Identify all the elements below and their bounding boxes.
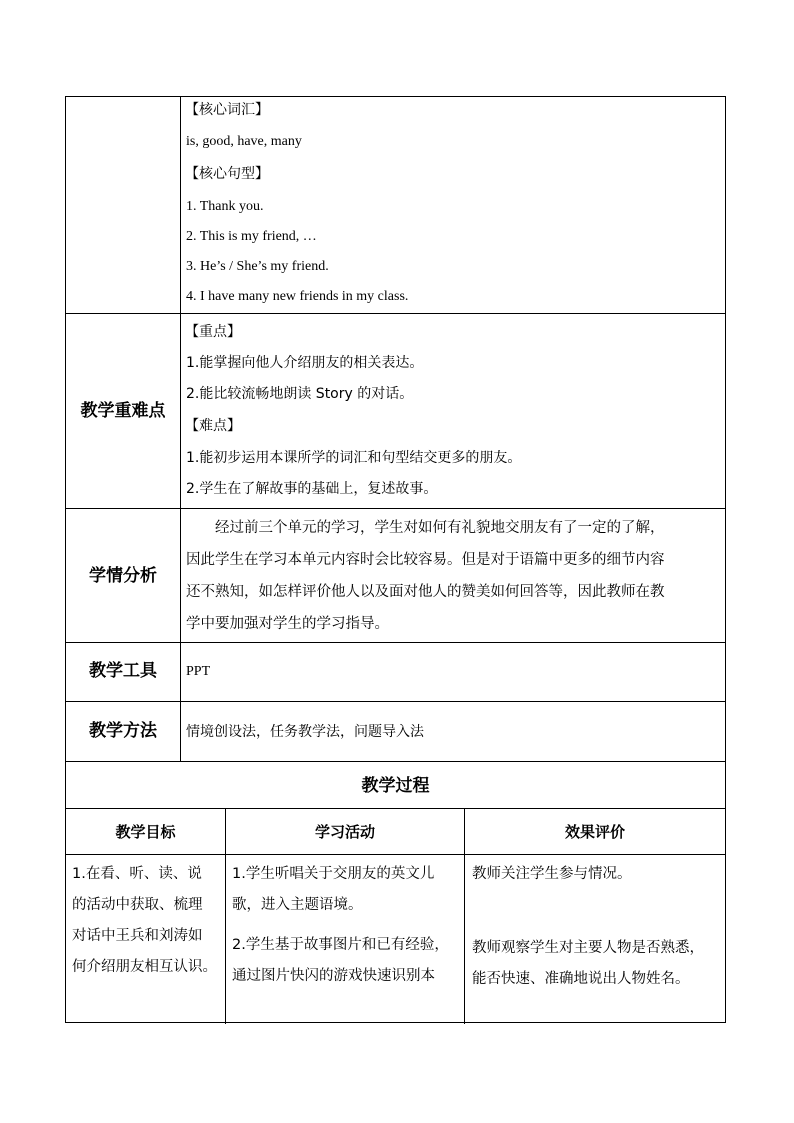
activity-line: 歌，进入主题语境。 — [232, 897, 363, 913]
analysis-label: 学情分析 — [89, 566, 157, 586]
core-sentence: 2. This is my friend, … — [186, 229, 317, 244]
key-point-item: 2.能比较流畅地朗读 Story 的对话。 — [186, 386, 414, 402]
row-divider — [66, 854, 725, 855]
methods-label: 教学方法 — [89, 721, 157, 741]
analysis-line: 因此学生在学习本单元内容时会比较容易。但是对于语篇中更多的细节内容 — [186, 552, 665, 568]
core-vocab-words: is, good, have, many — [186, 134, 302, 149]
header-teaching-goal: 教学目标 — [115, 823, 176, 841]
row-divider — [66, 313, 725, 314]
activity-line: 通过图片快闪的游戏快速识别本 — [232, 968, 435, 984]
core-sentence: 1. Thank you. — [186, 199, 264, 214]
goal-line: 的活动中获取、梳理 — [72, 897, 203, 913]
keypoints-label: 教学重难点 — [80, 401, 166, 421]
column-divider — [180, 97, 181, 762]
row-divider — [66, 761, 725, 762]
difficult-point-item: 1.能初步运用本课所学的词汇和句型结交更多的朋友。 — [186, 450, 522, 466]
activity-line: 2.学生基于故事图片和已有经验， — [232, 937, 449, 953]
methods-value: 情境创设法，任务教学法，问题导入法 — [186, 724, 424, 740]
core-sentence: 4. I have many new friends in my class. — [186, 289, 409, 304]
row-divider — [66, 701, 725, 702]
evaluation-line: 能否快速、准确地说出人物姓名。 — [472, 971, 690, 987]
core-vocab-heading: 【核心词汇】 — [185, 102, 269, 118]
header-learning-activity: 学习活动 — [314, 823, 375, 841]
tools-value: PPT — [186, 664, 211, 679]
key-points-heading: 【重点】 — [185, 324, 241, 340]
analysis-line: 学中要加强对学生的学习指导。 — [186, 616, 389, 632]
row-divider — [66, 508, 725, 509]
goal-line: 对话中王兵和刘涛如 — [72, 928, 203, 944]
row-divider — [66, 808, 725, 809]
key-point-item: 1.能掌握向他人介绍朋友的相关表达。 — [186, 355, 424, 371]
evaluation-line: 教师关注学生参与情况。 — [472, 866, 632, 882]
row-divider — [66, 642, 725, 643]
tools-label: 教学工具 — [89, 661, 157, 681]
analysis-line: 经过前三个单元的学习，学生对如何有礼貌地交朋友有了一定的了解， — [215, 520, 665, 536]
evaluation-line: 教师观察学生对主要人物是否熟悉， — [472, 940, 704, 956]
goal-line: 何介绍朋友相互认识。 — [72, 959, 217, 975]
difficult-point-item: 2.学生在了解故事的基础上，复述故事。 — [186, 481, 438, 497]
activity-line: 1.学生听唱关于交朋友的英文儿 — [232, 866, 435, 882]
goal-line: 1.在看、听、读、说 — [72, 866, 202, 882]
header-evaluation: 效果评价 — [564, 823, 625, 841]
process-title: 教学过程 — [361, 776, 430, 796]
core-sentence: 3. He’s / She’s my friend. — [186, 259, 329, 274]
difficult-points-heading: 【难点】 — [185, 418, 241, 434]
analysis-line: 还不熟知，如怎样评价他人以及面对他人的赞美如何回答等，因此教师在教 — [186, 584, 665, 600]
core-sentences-heading: 【核心句型】 — [185, 166, 269, 182]
